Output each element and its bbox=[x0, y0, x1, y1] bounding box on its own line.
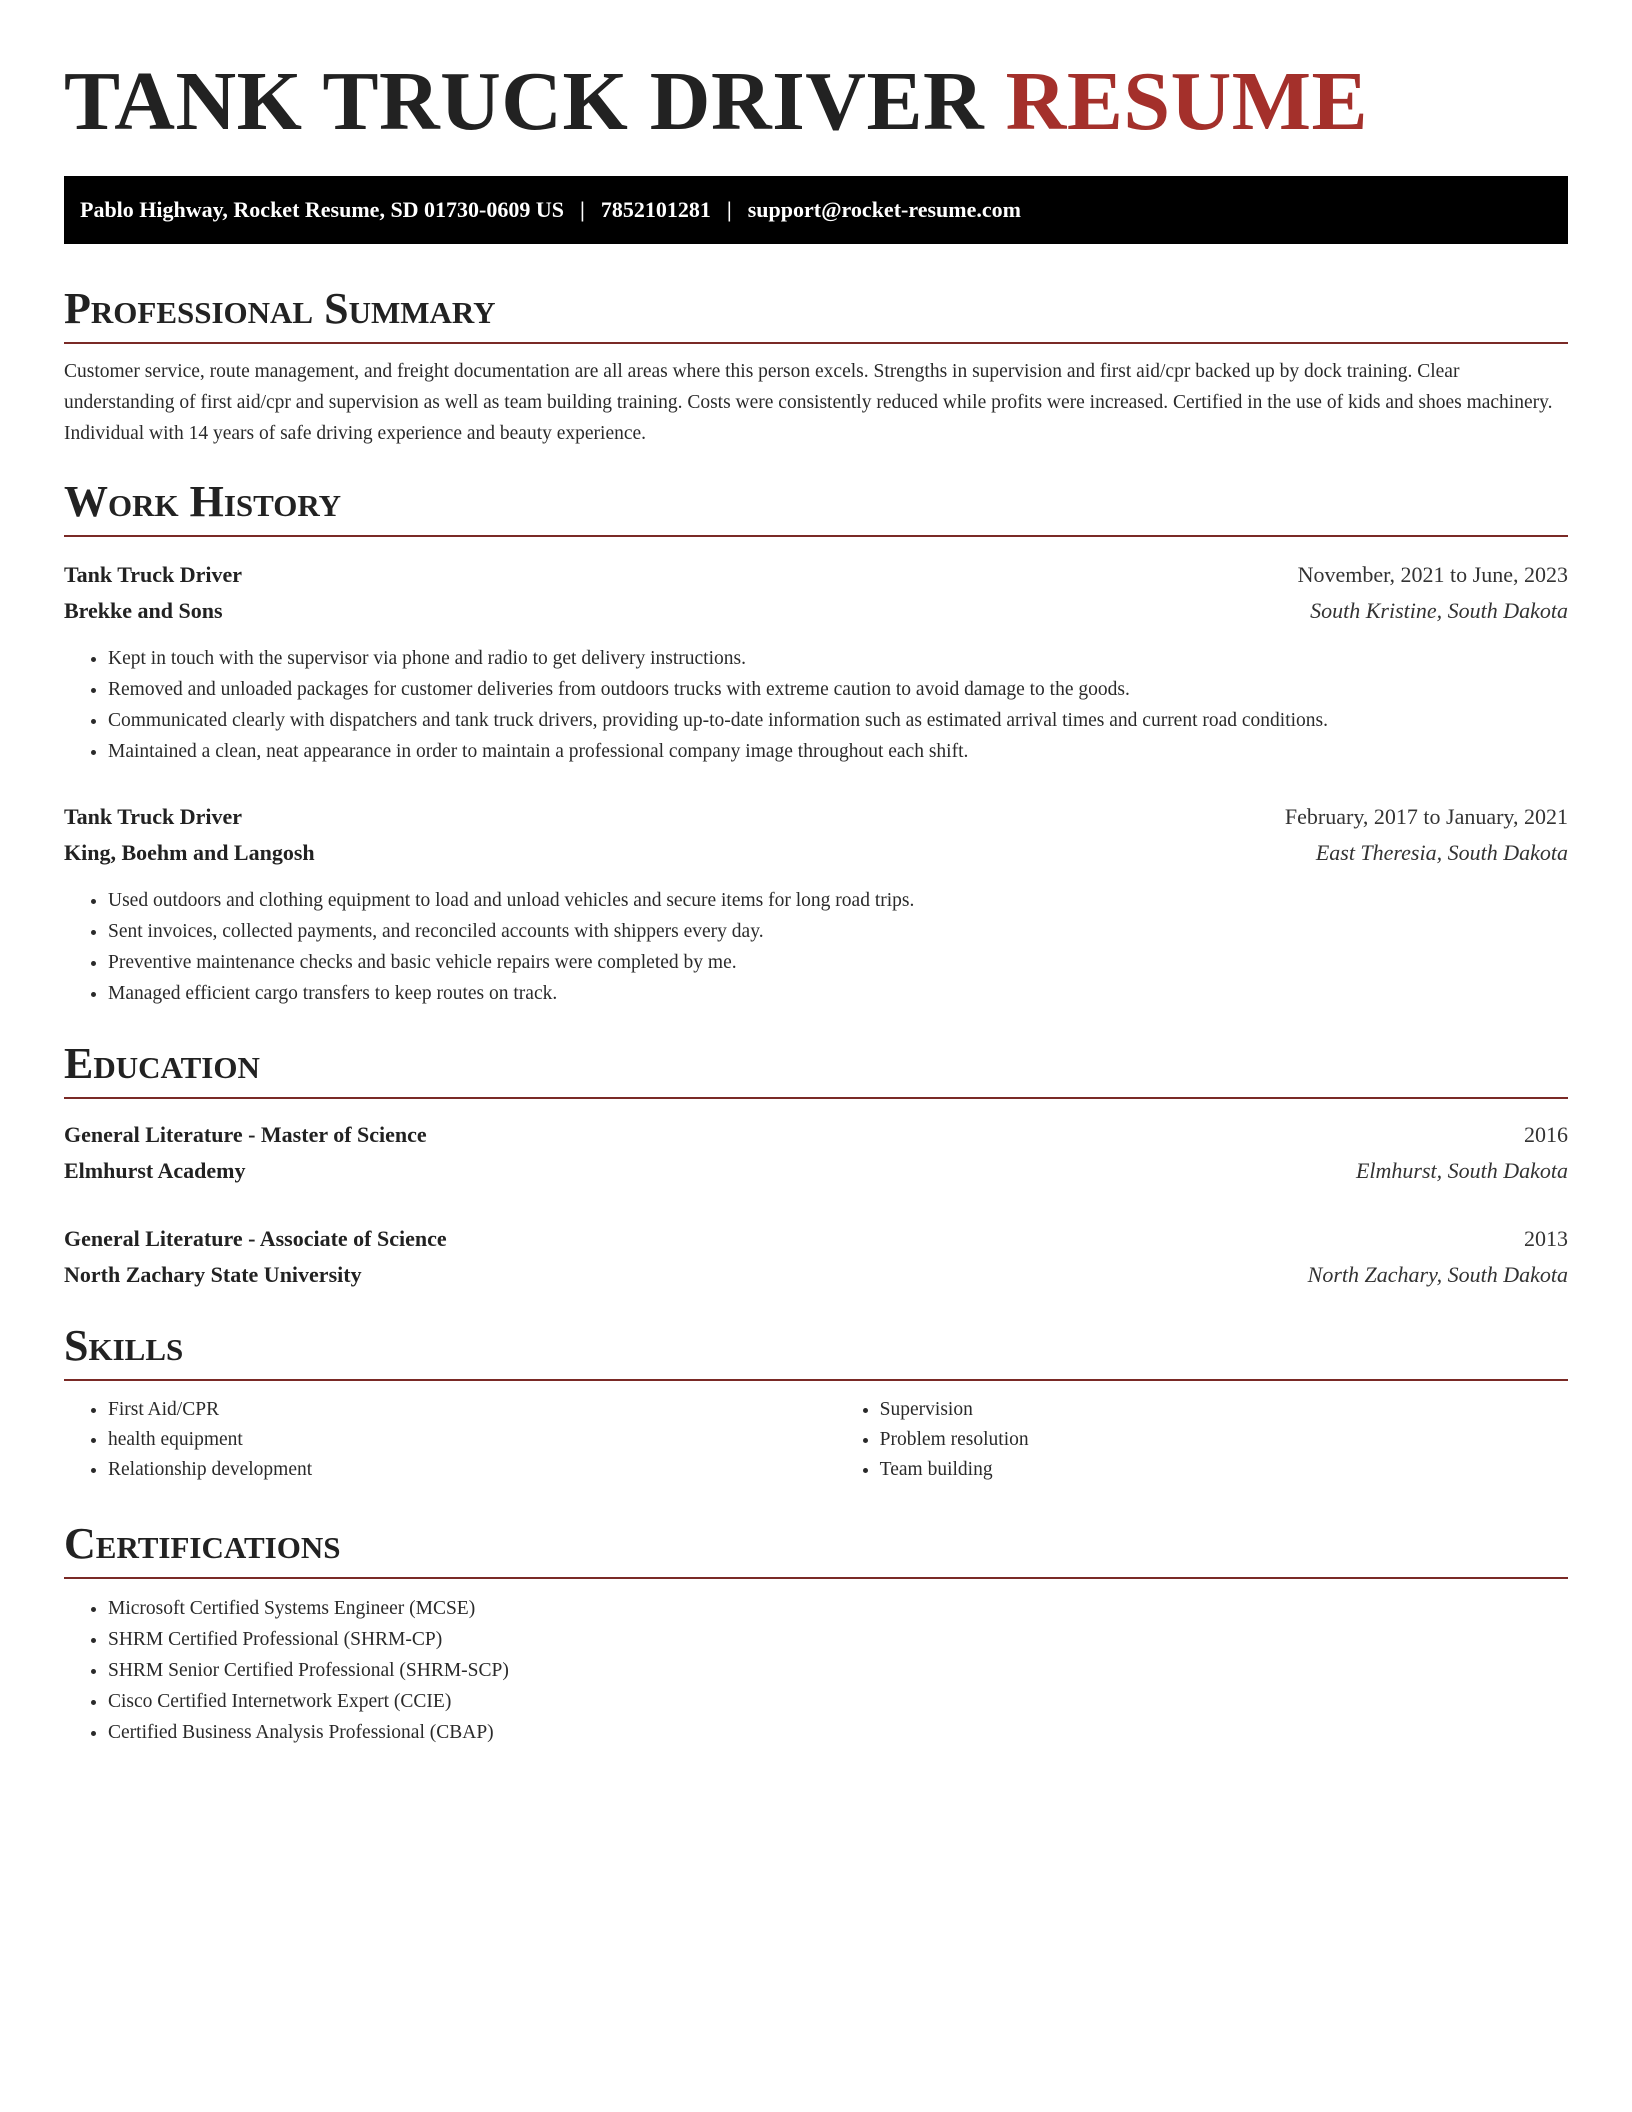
degree-row bbox=[64, 1117, 1568, 1153]
job-duty: • Removed and unloaded packages for customer deliveries from outdoors trucks with extreme caution to avoid damage to the goods. bbox=[108, 674, 1568, 705]
contact-email: support@rocket-resume.com bbox=[747, 197, 1021, 222]
degree-title: General Literature - Associate of Science bbox=[64, 1226, 447, 1251]
education-entry bbox=[64, 1117, 1568, 1189]
title-accent: RESUME bbox=[1005, 55, 1369, 148]
resume-title bbox=[64, 0, 1568, 148]
certification-item: • SHRM Senior Certified Professional (SHRM-SCP) bbox=[108, 1655, 1568, 1686]
job-company-row bbox=[64, 593, 1568, 629]
certification-item: • SHRM Certified Professional (SHRM-CP) bbox=[108, 1624, 1568, 1655]
skills-list-right bbox=[836, 1395, 1568, 1485]
certifications-section bbox=[64, 1519, 1568, 1748]
skills-heading: Skills bbox=[64, 1321, 1568, 1381]
job-dates: February, 2017 to January, 2021 bbox=[1284, 804, 1568, 829]
job-duty: • Maintained a clean, neat appearance in order to maintain a professional company image throughout each shift. bbox=[108, 736, 1568, 767]
skills-list-left bbox=[64, 1395, 836, 1485]
degree-year: 2016 bbox=[1524, 1122, 1568, 1147]
certifications-heading: Certifications bbox=[64, 1519, 1568, 1579]
contact-address: Pablo Highway, Rocket Resume, SD 01730-0609 US bbox=[80, 197, 565, 222]
school-row bbox=[64, 1153, 1568, 1189]
job-company-row bbox=[64, 835, 1568, 871]
contact-phone: 7852101281 bbox=[600, 197, 711, 222]
summary-text: Customer service, route management, and freight documentation are all areas where this person excels. Strengths in supervision and first aid/cpr backed up by dock training. Clear understanding of first aid/cpr and supervision as well as team building training. Costs were consistently reduced while profits were increased. Certified in the use of kids and shoes machinery. Individual with 14 years of safe driving experience and beauty experience. bbox=[64, 361, 1553, 444]
summary-section bbox=[64, 284, 1568, 449]
skills-grid bbox=[64, 1395, 1568, 1485]
title-main: TANK TRUCK DRIVER bbox=[64, 55, 985, 148]
job-entry bbox=[64, 557, 1568, 767]
job-title-row bbox=[64, 799, 1568, 835]
school-location: North Zachary, South Dakota bbox=[1307, 1262, 1568, 1287]
contact-bar bbox=[64, 176, 1568, 244]
skill-item: • health equipment bbox=[108, 1425, 836, 1455]
skill-item: • Team building bbox=[880, 1455, 1568, 1485]
school-row bbox=[64, 1257, 1568, 1293]
skill-item: • Relationship development bbox=[108, 1455, 836, 1485]
school-name: Elmhurst Academy bbox=[64, 1158, 246, 1183]
degree-year: 2013 bbox=[1524, 1226, 1568, 1251]
certification-item: • Cisco Certified Internetwork Expert (CCIE) bbox=[108, 1686, 1568, 1717]
job-entry bbox=[64, 799, 1568, 1009]
contact-separator: | bbox=[726, 197, 732, 222]
job-duty: • Communicated clearly with dispatchers and tank truck drivers, providing up-to-date information such as estimated arrival times and current road conditions. bbox=[108, 705, 1568, 736]
job-duty: • Kept in touch with the supervisor via phone and radio to get delivery instructions. bbox=[108, 643, 1568, 674]
skills-section bbox=[64, 1321, 1568, 1485]
degree-title: General Literature - Master of Science bbox=[64, 1122, 427, 1147]
certification-item: • Microsoft Certified Systems Engineer (MCSE) bbox=[108, 1593, 1568, 1624]
school-name: North Zachary State University bbox=[64, 1262, 362, 1287]
skill-item: • First Aid/CPR bbox=[108, 1395, 836, 1425]
job-company: Brekke and Sons bbox=[64, 598, 223, 623]
contact-separator: | bbox=[580, 197, 585, 222]
job-company: King, Boehm and Langosh bbox=[64, 840, 315, 865]
education-section bbox=[64, 1039, 1568, 1293]
job-title: Tank Truck Driver bbox=[64, 804, 243, 829]
work-history-section bbox=[64, 477, 1568, 1009]
job-duties-list bbox=[64, 643, 1568, 767]
degree-row bbox=[64, 1221, 1568, 1257]
education-entry bbox=[64, 1221, 1568, 1293]
certification-item: • Certified Business Analysis Professional (CBAP) bbox=[108, 1717, 1568, 1748]
job-dates: November, 2021 to June, 2023 bbox=[1297, 562, 1568, 587]
summary-heading: Professional Summary bbox=[64, 284, 1568, 344]
job-location: East Theresia, South Dakota bbox=[1315, 840, 1568, 865]
job-duties-list bbox=[64, 885, 1568, 1009]
job-title: Tank Truck Driver bbox=[64, 562, 243, 587]
school-location: Elmhurst, South Dakota bbox=[1355, 1158, 1568, 1183]
certifications-list bbox=[64, 1593, 1568, 1748]
job-duty: • Sent invoices, collected payments, and reconciled accounts with shippers every day. bbox=[108, 916, 1568, 947]
job-title-row bbox=[64, 557, 1568, 593]
education-heading: Education bbox=[64, 1039, 1568, 1099]
skill-item: • Problem resolution bbox=[880, 1425, 1568, 1455]
job-duty: • Managed efficient cargo transfers to keep routes on track. bbox=[108, 978, 1568, 1009]
skill-item: • Supervision bbox=[880, 1395, 1568, 1425]
resume-page bbox=[64, 0, 1568, 1748]
job-duty: • Used outdoors and clothing equipment to load and unload vehicles and secure items for long road trips. bbox=[108, 885, 1568, 916]
job-location: South Kristine, South Dakota bbox=[1310, 598, 1568, 623]
work-history-heading: Work History bbox=[64, 477, 1568, 537]
job-duty: • Preventive maintenance checks and basic vehicle repairs were completed by me. bbox=[108, 947, 1568, 978]
